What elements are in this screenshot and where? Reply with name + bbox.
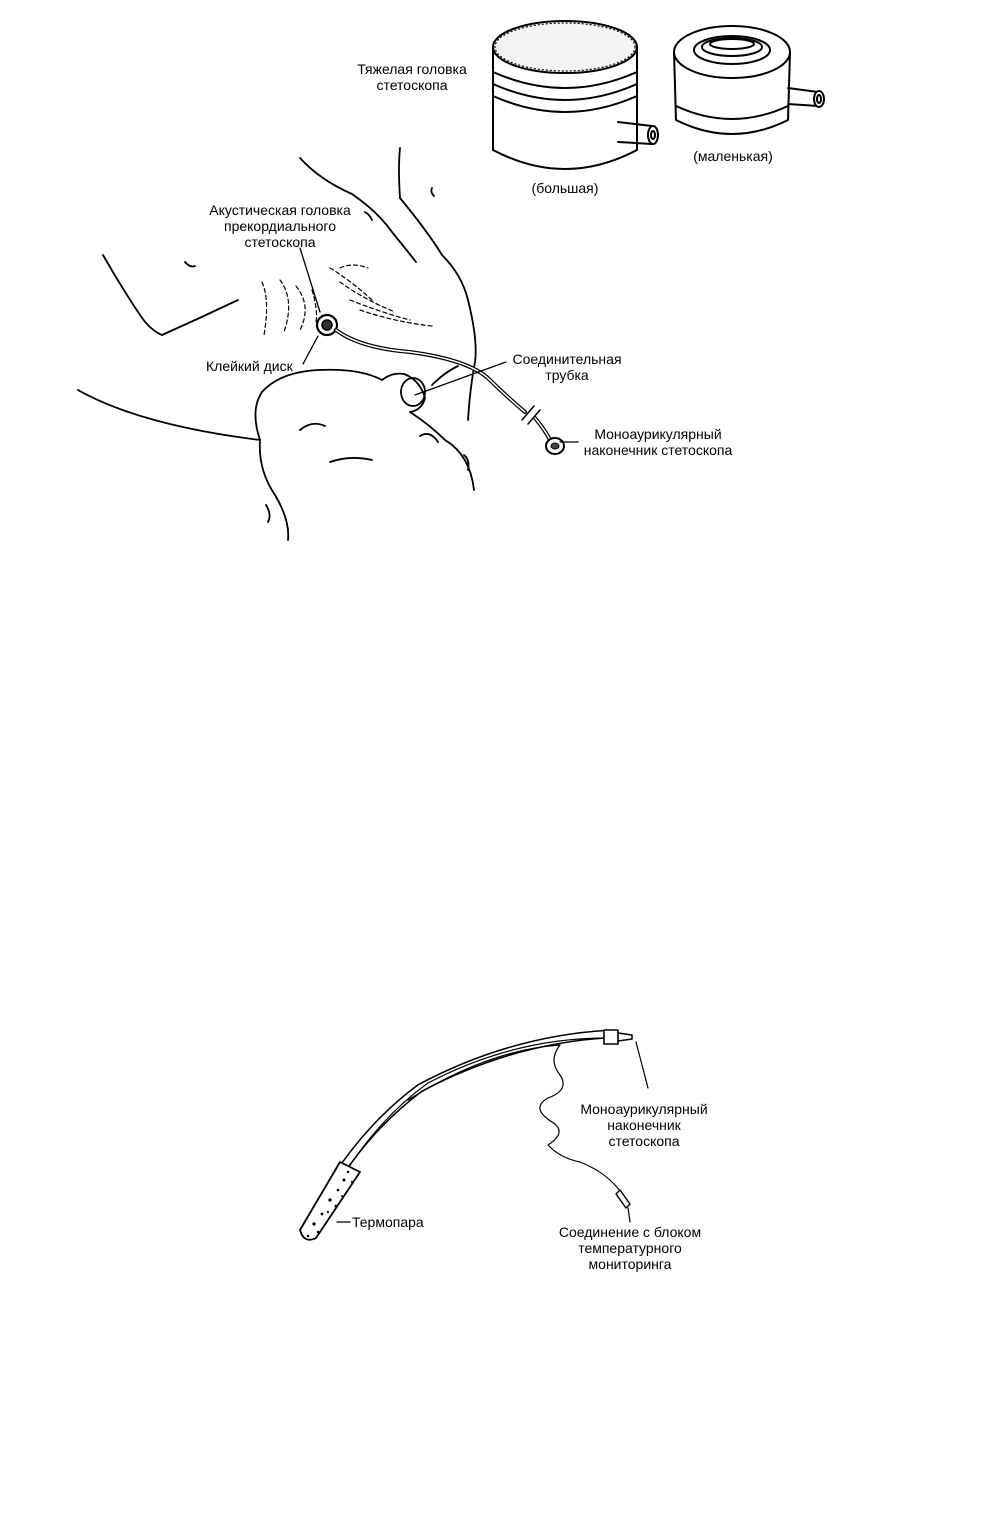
- earpiece-label-fig2-line3: стетоскопа: [608, 1133, 680, 1149]
- thermocouple-label: Термопара: [352, 1214, 424, 1230]
- leader-lines-fig1: [300, 248, 578, 442]
- connecting-tube-label-line1: Соединительная: [512, 351, 622, 367]
- thermocouple-balloon: [300, 1162, 360, 1240]
- earpiece-label-fig1: [570, 426, 746, 458]
- precordial-stethoscope-assembly: [317, 315, 564, 454]
- connecting-tube-label: [502, 351, 632, 383]
- heavy-head-label-line1: Тяжелая головка: [357, 61, 467, 77]
- earpiece-label-fig2: [560, 1101, 728, 1149]
- acoustic-head-label-line2: прекордиального: [223, 218, 337, 234]
- heavy-head-label: [342, 61, 482, 93]
- heavy-head-label-line2: стетоскопа: [376, 77, 448, 93]
- acoustic-head-label-line1: Акустическая головка: [209, 202, 351, 218]
- large-head-label: (большая): [531, 180, 599, 196]
- small-head-label: (маленькая): [693, 148, 773, 164]
- connecting-tube-label-line2: трубка: [545, 367, 589, 383]
- earpiece-label-fig1-line1: Моноаурикулярный: [594, 426, 722, 442]
- temp-connection-label: [540, 1224, 720, 1272]
- acoustic-head-label: [190, 202, 370, 250]
- earpiece-label-fig2-line1: Моноаурикулярный: [580, 1101, 708, 1117]
- adhesive-disc-label: Клейкий диск: [206, 358, 293, 374]
- earpiece-label-fig1-line2: наконечник стетоскопа: [583, 442, 733, 458]
- small-stethoscope-head: [674, 26, 824, 134]
- temp-connection-label-line3: мониторинга: [588, 1256, 672, 1272]
- temp-connection-label-line1: Соединение с блоком: [558, 1224, 702, 1240]
- acoustic-head-label-line3: стетоскопа: [244, 234, 316, 250]
- figure-precordial-stethoscope: [78, 21, 824, 540]
- large-stethoscope-head: [493, 21, 658, 169]
- temp-connection-label-line2: температурного: [578, 1240, 682, 1256]
- tube-connector: [604, 1030, 632, 1044]
- earpiece-label-fig2-line2: наконечник: [607, 1117, 681, 1133]
